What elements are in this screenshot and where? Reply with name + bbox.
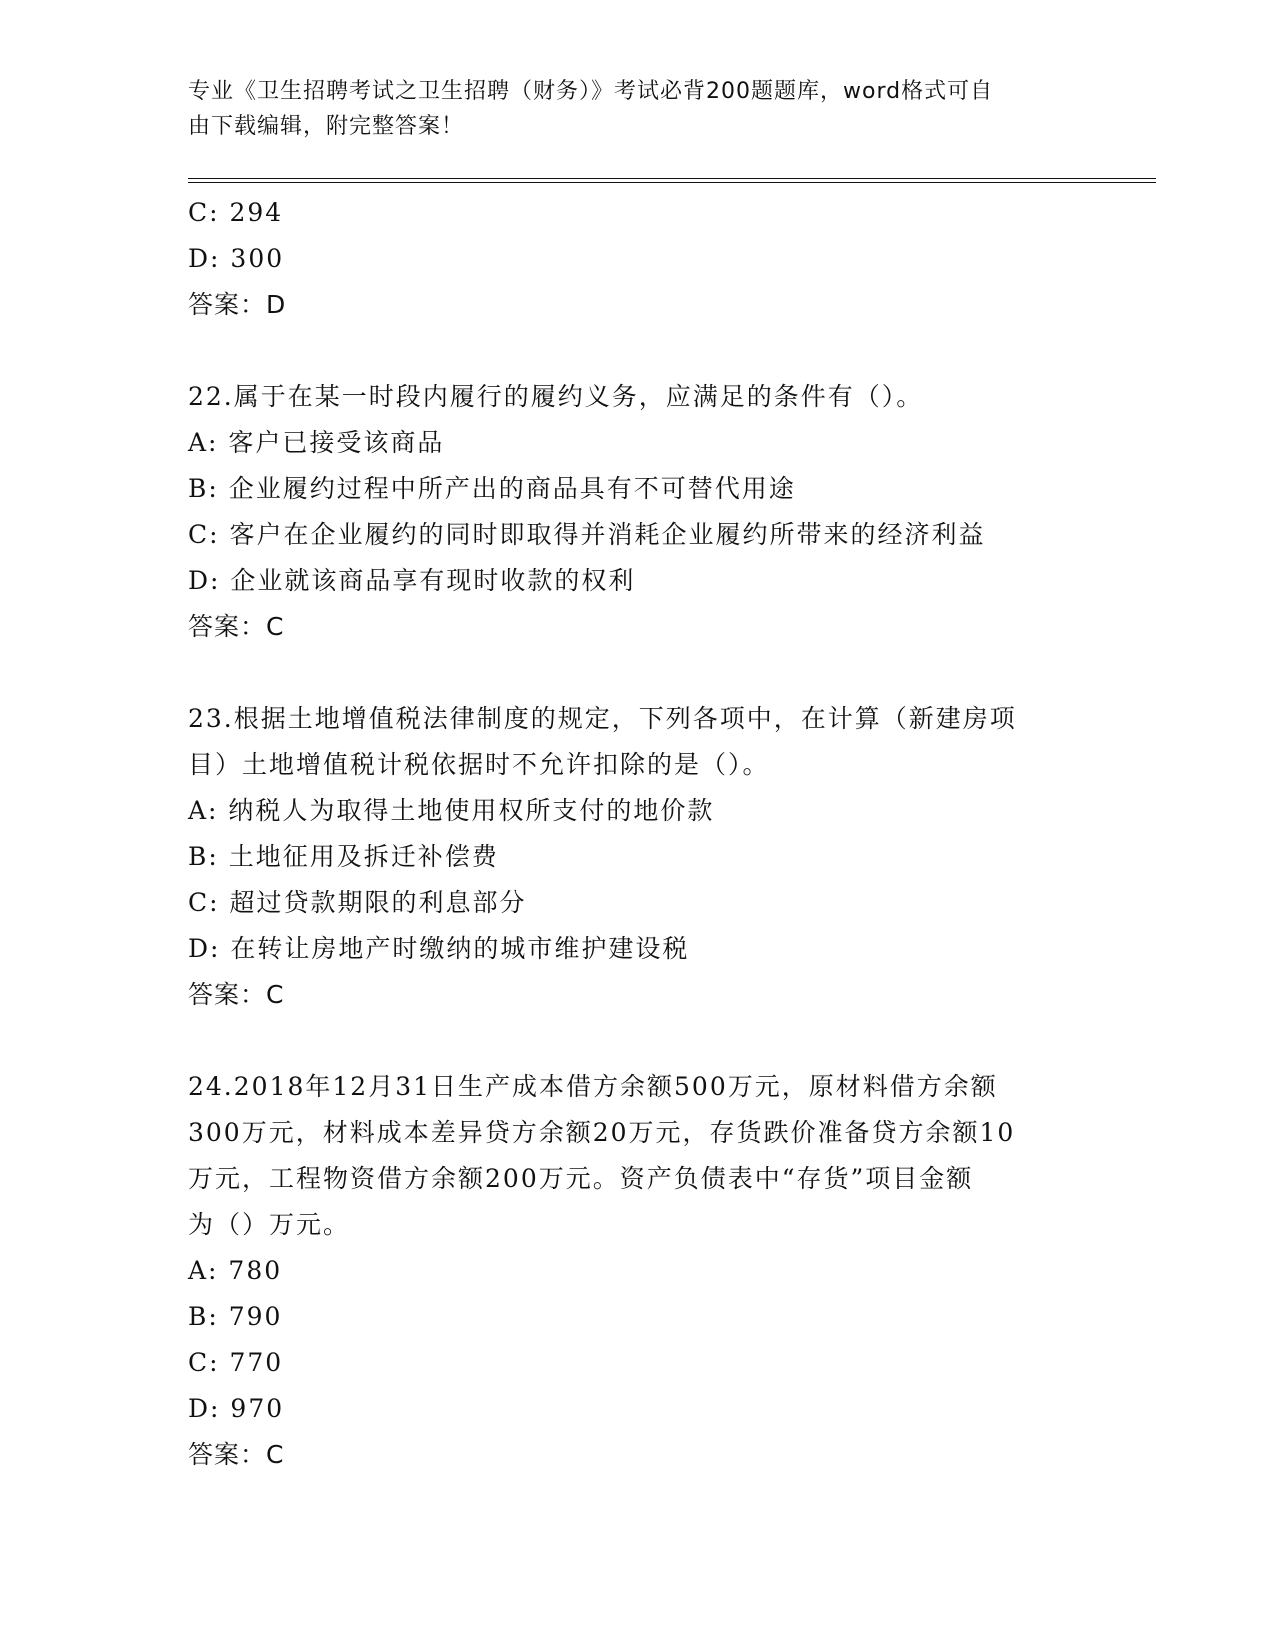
question-stem-line-3: 万元，工程物资借方余额200万元。资产负债表中“存货”项目金额 (188, 1164, 974, 1193)
spacer (188, 328, 1088, 374)
question-23 (188, 696, 1088, 1018)
option-a: A: 客户已接受该商品 (188, 428, 445, 457)
header-divider-top (188, 178, 1156, 179)
answer-text: 答案：D (188, 290, 287, 319)
answer-text: 答案：C (188, 980, 285, 1009)
question-stem-line-1: 23.根据土地增值税法律制度的规定，下列各项中，在计算（新建房项 (188, 704, 1017, 733)
previous-question (188, 190, 1088, 328)
answer-text: 答案：C (188, 612, 285, 641)
question-stem-line-2: 300万元，材料成本差异贷方余额20万元，存货跌价准备贷方余额10 (188, 1118, 1016, 1147)
option-c: C: 超过贷款期限的利息部分 (188, 888, 527, 917)
question-stem: 22.属于在某一时段内履行的履约义务，应满足的条件有（）。 (188, 382, 924, 411)
option-d: D: 970 (188, 1394, 285, 1423)
option-c: C: 客户在企业履约的同时即取得并消耗企业履约所带来的经济利益 (188, 520, 986, 549)
spacer (188, 1018, 1088, 1064)
option-d: D: 在转让房地产时缴纳的城市维护建设税 (188, 934, 690, 963)
header-line-2: 由下载编辑，附完整答案！ (188, 114, 465, 139)
option-c: C: 770 (188, 1348, 284, 1377)
question-stem-line-1: 24.2018年12月31日生产成本借方余额500万元，原材料借方余额 (188, 1072, 998, 1101)
option-a: A: 纳税人为取得土地使用权所支付的地价款 (188, 796, 715, 825)
spacer (188, 650, 1088, 696)
option-d: D: 企业就该商品享有现时收款的权利 (188, 566, 636, 595)
option-a: A: 780 (188, 1256, 283, 1285)
question-22 (188, 374, 1088, 650)
answer-text: 答案：C (188, 1440, 285, 1469)
question-24 (188, 1064, 1088, 1478)
header-line-1: 专业《卫生招聘考试之卫生招聘（财务）》考试必背200题题库，word格式可自 (188, 79, 994, 104)
option-b: B: 土地征用及拆迁补偿费 (188, 842, 499, 871)
question-stem-line-2: 目）土地增值税计税依据时不允许扣除的是（）。 (188, 750, 770, 779)
document-header (188, 74, 1068, 144)
header-divider-bottom (188, 182, 1156, 183)
option-c: C: 294 (188, 198, 284, 227)
option-d: D: 300 (188, 244, 285, 273)
question-stem-line-4: 为（）万元。 (188, 1210, 351, 1239)
option-b: B: 企业履约过程中所产出的商品具有不可替代用途 (188, 474, 796, 503)
question-content (188, 190, 1088, 1478)
option-b: B: 790 (188, 1302, 283, 1331)
